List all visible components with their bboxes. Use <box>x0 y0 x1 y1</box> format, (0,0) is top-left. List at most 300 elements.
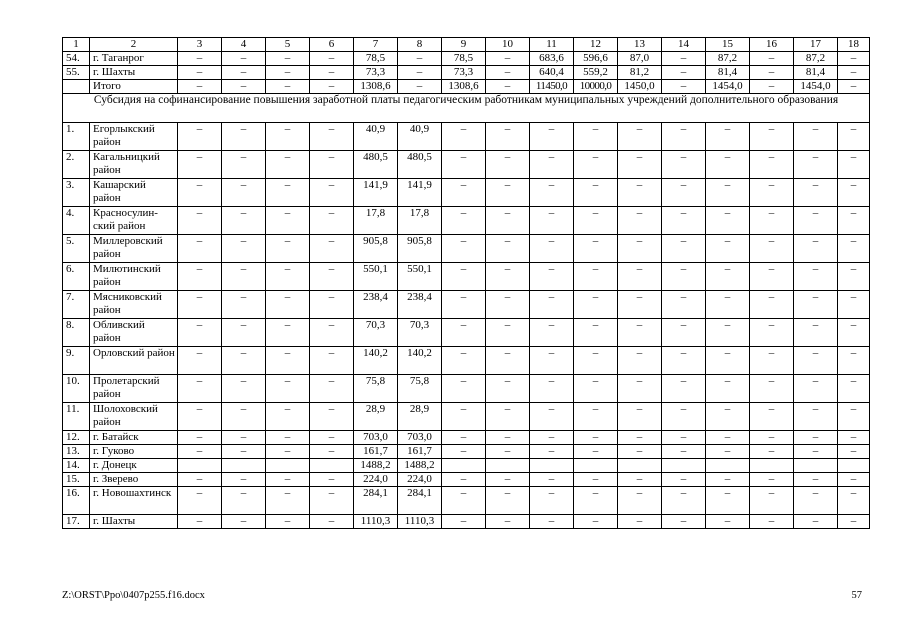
value-cell: – <box>530 179 574 207</box>
row-number: 17. <box>63 515 90 529</box>
value-cell: – <box>706 431 750 445</box>
value-cell: – <box>618 235 662 263</box>
value-cell: – <box>442 431 486 445</box>
value-cell: 87,2 <box>706 52 750 66</box>
value-cell: – <box>310 66 354 80</box>
row-number: 54. <box>63 52 90 66</box>
column-header: 13 <box>618 38 662 52</box>
value-cell: 480,5 <box>398 151 442 179</box>
value-cell: – <box>222 319 266 347</box>
value-cell: – <box>618 319 662 347</box>
row-name: г. Таганрог <box>90 52 178 66</box>
value-cell: – <box>706 123 750 151</box>
value-cell: – <box>530 375 574 403</box>
value-cell: – <box>266 347 310 375</box>
value-cell: 550,1 <box>354 263 398 291</box>
value-cell <box>706 459 750 473</box>
value-cell: 161,7 <box>354 445 398 459</box>
value-cell: – <box>266 207 310 235</box>
value-cell: – <box>574 319 618 347</box>
value-cell: – <box>398 52 442 66</box>
value-cell: – <box>794 123 838 151</box>
value-cell: 10000,0 <box>574 80 618 94</box>
row-name: Орловский район <box>90 347 178 375</box>
value-cell: – <box>222 179 266 207</box>
value-cell: – <box>266 431 310 445</box>
value-cell: 70,3 <box>354 319 398 347</box>
value-cell: – <box>838 403 870 431</box>
value-cell: – <box>574 487 618 515</box>
value-cell: 81,4 <box>794 66 838 80</box>
value-cell: 161,7 <box>398 445 442 459</box>
value-cell: – <box>838 80 870 94</box>
value-cell: – <box>442 319 486 347</box>
value-cell: – <box>178 179 222 207</box>
row-name: Кагальницкий район <box>90 151 178 179</box>
value-cell: – <box>530 431 574 445</box>
value-cell: – <box>442 515 486 529</box>
value-cell: – <box>838 515 870 529</box>
value-cell: – <box>266 403 310 431</box>
value-cell: – <box>178 431 222 445</box>
value-cell: – <box>662 80 706 94</box>
value-cell: – <box>838 66 870 80</box>
row-name: г. Донецк <box>90 459 178 473</box>
value-cell: – <box>750 515 794 529</box>
page-number: 57 <box>851 590 862 601</box>
value-cell: – <box>310 263 354 291</box>
row-name: г. Зверево <box>90 473 178 487</box>
value-cell: – <box>794 473 838 487</box>
table-row <box>63 179 870 207</box>
value-cell <box>442 459 486 473</box>
value-cell: – <box>178 487 222 515</box>
column-header: 5 <box>266 38 310 52</box>
value-cell: – <box>794 445 838 459</box>
value-cell: 140,2 <box>398 347 442 375</box>
row-number: 1. <box>63 123 90 151</box>
value-cell: – <box>574 445 618 459</box>
value-cell: – <box>310 375 354 403</box>
value-cell <box>838 459 870 473</box>
value-cell: – <box>178 52 222 66</box>
value-cell: – <box>838 179 870 207</box>
value-cell: – <box>574 515 618 529</box>
value-cell: – <box>794 179 838 207</box>
column-header: 14 <box>662 38 706 52</box>
value-cell: – <box>706 235 750 263</box>
value-cell: – <box>530 319 574 347</box>
table-row <box>63 459 870 473</box>
value-cell: – <box>178 151 222 179</box>
table-row <box>63 347 870 375</box>
value-cell: – <box>838 235 870 263</box>
table-row <box>63 431 870 445</box>
row-number: 5. <box>63 235 90 263</box>
value-cell: – <box>442 473 486 487</box>
value-cell: – <box>662 207 706 235</box>
value-cell: – <box>178 319 222 347</box>
value-cell: – <box>486 52 530 66</box>
value-cell: 480,5 <box>354 151 398 179</box>
value-cell: – <box>486 151 530 179</box>
value-cell: – <box>794 151 838 179</box>
value-cell: – <box>838 319 870 347</box>
value-cell: – <box>442 207 486 235</box>
value-cell: – <box>706 207 750 235</box>
value-cell: – <box>310 235 354 263</box>
value-cell: – <box>178 66 222 80</box>
file-path: Z:\ORST\Ppo\0407p255.f16.docx <box>62 590 205 601</box>
value-cell: – <box>618 347 662 375</box>
value-cell: – <box>838 52 870 66</box>
row-name: Пролетарский район <box>90 375 178 403</box>
row-name: г. Гуково <box>90 445 178 459</box>
value-cell: – <box>486 473 530 487</box>
value-cell: – <box>662 263 706 291</box>
row-number: 55. <box>63 66 90 80</box>
value-cell: 75,8 <box>354 375 398 403</box>
value-cell: 28,9 <box>398 403 442 431</box>
value-cell: 78,5 <box>354 52 398 66</box>
value-cell: – <box>442 123 486 151</box>
table-row <box>63 445 870 459</box>
value-cell: – <box>574 291 618 319</box>
value-cell: – <box>618 445 662 459</box>
value-cell: 1450,0 <box>618 80 662 94</box>
row-name: Итого <box>90 80 178 94</box>
value-cell: – <box>222 52 266 66</box>
value-cell: – <box>706 291 750 319</box>
column-header: 12 <box>574 38 618 52</box>
value-cell: – <box>310 207 354 235</box>
value-cell: – <box>618 123 662 151</box>
value-cell: 70,3 <box>398 319 442 347</box>
value-cell: – <box>310 291 354 319</box>
value-cell <box>266 459 310 473</box>
value-cell: – <box>706 319 750 347</box>
value-cell: – <box>574 235 618 263</box>
column-header: 15 <box>706 38 750 52</box>
value-cell: 1110,3 <box>398 515 442 529</box>
value-cell: – <box>706 347 750 375</box>
value-cell: – <box>574 431 618 445</box>
column-header: 16 <box>750 38 794 52</box>
value-cell <box>618 459 662 473</box>
value-cell: – <box>750 66 794 80</box>
value-cell: – <box>178 515 222 529</box>
value-cell: – <box>442 347 486 375</box>
value-cell: – <box>442 235 486 263</box>
value-cell: – <box>574 375 618 403</box>
value-cell: – <box>838 431 870 445</box>
value-cell: – <box>266 487 310 515</box>
value-cell: – <box>222 235 266 263</box>
value-cell: – <box>618 207 662 235</box>
section-title: Субсидия на софинансирование повышения заработной платы педагогическим работникам муниципальных учреждений дополнительного образования <box>63 94 870 123</box>
value-cell: – <box>530 347 574 375</box>
value-cell: – <box>530 445 574 459</box>
value-cell: – <box>486 403 530 431</box>
value-cell: 1488,2 <box>398 459 442 473</box>
value-cell: – <box>486 347 530 375</box>
value-cell: 238,4 <box>398 291 442 319</box>
value-cell: – <box>442 403 486 431</box>
value-cell: – <box>750 319 794 347</box>
value-cell: – <box>618 151 662 179</box>
value-cell: – <box>574 207 618 235</box>
row-name: г. Новошахтинск <box>90 487 178 515</box>
value-cell: – <box>750 179 794 207</box>
value-cell: – <box>178 403 222 431</box>
value-cell: – <box>706 445 750 459</box>
value-cell: – <box>486 291 530 319</box>
value-cell: – <box>750 291 794 319</box>
value-cell: – <box>486 263 530 291</box>
value-cell: – <box>442 375 486 403</box>
value-cell: – <box>486 515 530 529</box>
value-cell: – <box>178 291 222 319</box>
value-cell: – <box>662 487 706 515</box>
column-header: 7 <box>354 38 398 52</box>
value-cell: 224,0 <box>354 473 398 487</box>
value-cell: – <box>662 151 706 179</box>
value-cell: 140,2 <box>354 347 398 375</box>
value-cell: – <box>222 123 266 151</box>
value-cell: 284,1 <box>354 487 398 515</box>
value-cell: 284,1 <box>398 487 442 515</box>
value-cell <box>486 459 530 473</box>
value-cell: – <box>178 207 222 235</box>
row-number: 13. <box>63 445 90 459</box>
value-cell: – <box>838 487 870 515</box>
value-cell: – <box>574 347 618 375</box>
value-cell: – <box>838 123 870 151</box>
value-cell: – <box>442 263 486 291</box>
value-cell: – <box>266 515 310 529</box>
value-cell: – <box>750 375 794 403</box>
value-cell: – <box>574 473 618 487</box>
value-cell: – <box>838 445 870 459</box>
value-cell: – <box>310 52 354 66</box>
value-cell: – <box>530 151 574 179</box>
value-cell: – <box>486 207 530 235</box>
row-name: Милютинский район <box>90 263 178 291</box>
value-cell <box>662 459 706 473</box>
value-cell: 87,2 <box>794 52 838 66</box>
value-cell <box>310 459 354 473</box>
value-cell: 1454,0 <box>794 80 838 94</box>
value-cell: – <box>178 473 222 487</box>
value-cell: – <box>486 375 530 403</box>
value-cell: 28,9 <box>354 403 398 431</box>
value-cell: – <box>310 179 354 207</box>
value-cell: – <box>266 66 310 80</box>
row-name: Красносулин-ский район <box>90 207 178 235</box>
value-cell: 683,6 <box>530 52 574 66</box>
value-cell: – <box>310 431 354 445</box>
column-header: 3 <box>178 38 222 52</box>
value-cell: – <box>574 179 618 207</box>
value-cell: – <box>530 263 574 291</box>
value-cell: – <box>178 263 222 291</box>
column-header: 1 <box>63 38 90 52</box>
value-cell: – <box>486 431 530 445</box>
row-name: г. Батайск <box>90 431 178 445</box>
value-cell: – <box>266 235 310 263</box>
value-cell: – <box>706 151 750 179</box>
table-row <box>63 515 870 529</box>
value-cell: – <box>486 123 530 151</box>
row-name: г. Шахты <box>90 66 178 80</box>
value-cell: – <box>838 375 870 403</box>
table-row <box>63 235 870 263</box>
table-row <box>63 52 870 66</box>
value-cell: 1110,3 <box>354 515 398 529</box>
column-header: 17 <box>794 38 838 52</box>
table-row <box>63 263 870 291</box>
value-cell: 905,8 <box>398 235 442 263</box>
value-cell: – <box>266 151 310 179</box>
value-cell <box>222 459 266 473</box>
table-row <box>63 66 870 80</box>
column-header: 18 <box>838 38 870 52</box>
value-cell: – <box>662 66 706 80</box>
value-cell: – <box>618 263 662 291</box>
value-cell: 1488,2 <box>354 459 398 473</box>
value-cell: – <box>530 403 574 431</box>
value-cell: – <box>574 151 618 179</box>
row-number: 6. <box>63 263 90 291</box>
value-cell: – <box>662 179 706 207</box>
value-cell: – <box>310 80 354 94</box>
value-cell: – <box>750 473 794 487</box>
value-cell: – <box>442 179 486 207</box>
value-cell: – <box>310 515 354 529</box>
value-cell: 1454,0 <box>706 80 750 94</box>
row-number: 8. <box>63 319 90 347</box>
value-cell: – <box>486 319 530 347</box>
value-cell <box>178 459 222 473</box>
value-cell: – <box>706 515 750 529</box>
value-cell: 75,8 <box>398 375 442 403</box>
value-cell: – <box>222 291 266 319</box>
value-cell <box>574 459 618 473</box>
value-cell: – <box>706 473 750 487</box>
value-cell: – <box>750 235 794 263</box>
value-cell: – <box>750 207 794 235</box>
column-header: 9 <box>442 38 486 52</box>
table-row <box>63 375 870 403</box>
value-cell: 238,4 <box>354 291 398 319</box>
value-cell: – <box>310 487 354 515</box>
value-cell: – <box>398 66 442 80</box>
value-cell: – <box>178 375 222 403</box>
table-row <box>63 403 870 431</box>
value-cell: – <box>794 291 838 319</box>
value-cell: – <box>178 445 222 459</box>
value-cell: – <box>706 487 750 515</box>
row-number: 12. <box>63 431 90 445</box>
value-cell: – <box>662 445 706 459</box>
value-cell: – <box>618 403 662 431</box>
table-row <box>63 80 870 94</box>
value-cell: – <box>794 431 838 445</box>
value-cell: – <box>618 473 662 487</box>
row-number <box>63 80 90 94</box>
value-cell: – <box>662 375 706 403</box>
value-cell: – <box>574 263 618 291</box>
row-number: 9. <box>63 347 90 375</box>
budget-table <box>62 37 870 529</box>
value-cell: – <box>618 375 662 403</box>
value-cell: – <box>266 80 310 94</box>
row-number: 7. <box>63 291 90 319</box>
value-cell: – <box>266 445 310 459</box>
value-cell: – <box>222 403 266 431</box>
value-cell: – <box>662 291 706 319</box>
value-cell: – <box>442 291 486 319</box>
value-cell: – <box>662 403 706 431</box>
value-cell: – <box>794 347 838 375</box>
row-number: 14. <box>63 459 90 473</box>
value-cell: 703,0 <box>354 431 398 445</box>
value-cell: 905,8 <box>354 235 398 263</box>
value-cell: – <box>794 319 838 347</box>
value-cell: – <box>486 179 530 207</box>
value-cell: – <box>662 123 706 151</box>
table-row <box>63 291 870 319</box>
value-cell: – <box>222 473 266 487</box>
value-cell: 73,3 <box>442 66 486 80</box>
value-cell: – <box>310 123 354 151</box>
row-name: г. Шахты <box>90 515 178 529</box>
value-cell: – <box>794 375 838 403</box>
value-cell: – <box>574 123 618 151</box>
value-cell: – <box>838 291 870 319</box>
value-cell: – <box>750 123 794 151</box>
value-cell: 78,5 <box>442 52 486 66</box>
value-cell: 703,0 <box>398 431 442 445</box>
value-cell: – <box>794 235 838 263</box>
value-cell: – <box>618 431 662 445</box>
value-cell: – <box>442 445 486 459</box>
value-cell: – <box>486 80 530 94</box>
value-cell: – <box>266 263 310 291</box>
row-number: 10. <box>63 375 90 403</box>
row-number: 2. <box>63 151 90 179</box>
value-cell: 596,6 <box>574 52 618 66</box>
value-cell: – <box>838 473 870 487</box>
value-cell <box>794 459 838 473</box>
table-row <box>63 473 870 487</box>
value-cell: – <box>310 319 354 347</box>
value-cell: 640,4 <box>530 66 574 80</box>
value-cell: – <box>618 291 662 319</box>
table-row <box>63 123 870 151</box>
table-row <box>63 319 870 347</box>
value-cell: – <box>750 151 794 179</box>
row-number: 3. <box>63 179 90 207</box>
row-name: Мясниковский район <box>90 291 178 319</box>
table-row <box>63 487 870 515</box>
row-name: Егорлыкский район <box>90 123 178 151</box>
value-cell: – <box>442 151 486 179</box>
value-cell: – <box>530 123 574 151</box>
value-cell: – <box>794 403 838 431</box>
value-cell: – <box>750 487 794 515</box>
value-cell: – <box>530 291 574 319</box>
